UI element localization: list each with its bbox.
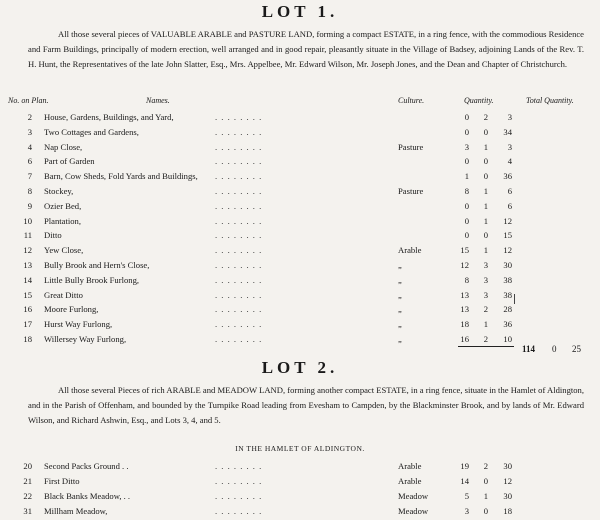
- header-culture: Culture.: [398, 96, 425, 105]
- culture: „: [398, 304, 402, 315]
- table-row: [0, 171, 600, 185]
- lot1-title: LOT 1.: [261, 2, 339, 21]
- culture: „: [398, 289, 402, 300]
- leader-dots: . . . . . . . .: [215, 461, 263, 471]
- table-row: [0, 304, 600, 318]
- field-name: Stockey,: [44, 186, 74, 196]
- lot1-description: All those several pieces of VALUABLE ARABLE and PASTURE LAND, forming a compact ESTATE, in a ring fence, with the commodious Residence and Farm Buildings, principally of modern erection, well arranged and in good repair, pleasantly situate in the Village of Badsey, adjoining Lands of the Rev. T. H. Hunt, the Representatives of the late John Slatter, Esq., Mrs. Appelbee, Mr. Edward Wilson, Mr. Joseph Jones, and the Dean and Chapter of Christchurch.: [28, 29, 584, 69]
- perches: 38: [503, 289, 512, 300]
- total-roods: 0: [552, 344, 557, 354]
- field-name: Yew Close,: [44, 245, 84, 256]
- culture: Pasture: [398, 141, 424, 152]
- plan-number: 2: [27, 112, 32, 122]
- perches: 38: [503, 274, 512, 285]
- perches: 18: [503, 506, 512, 516]
- leader-dots: . . . . . . . .: [215, 156, 263, 167]
- roods: 1: [483, 141, 488, 152]
- plan-number: 31: [23, 506, 32, 516]
- roods: 1: [483, 186, 488, 196]
- field-name: Nap Close,: [44, 141, 83, 152]
- table-row: [0, 476, 600, 490]
- table-row: [0, 290, 600, 304]
- leader-dots: . . . . . . . .: [215, 186, 263, 196]
- field-name: House, Gardens, Buildings, and Yard,: [44, 112, 174, 122]
- header-total-quantity: Total Quantity.: [526, 96, 574, 105]
- plan-number: 9: [27, 200, 32, 211]
- leader-dots: . . . . . . . .: [215, 215, 263, 226]
- acres: 3: [464, 506, 469, 516]
- table-row: [0, 491, 600, 505]
- acres: 0: [464, 126, 469, 137]
- field-name: Two Cottages and Gardens,: [44, 126, 139, 137]
- field-name: Great Ditto: [44, 289, 83, 300]
- total-acres: 114: [522, 344, 536, 354]
- field-name: Second Packs Ground . .: [44, 461, 129, 471]
- table-row: [0, 245, 600, 259]
- acres: 0: [464, 230, 469, 241]
- culture: „: [398, 334, 402, 344]
- acres: 0: [464, 156, 469, 167]
- roods: 0: [483, 230, 488, 241]
- section-heading-aldington: IN THE HAMLET OF ALDINGTON.: [235, 444, 365, 453]
- acres: 12: [460, 260, 469, 270]
- plan-number: 16: [23, 304, 32, 315]
- leader-dots: . . . . . . . .: [215, 274, 263, 285]
- table-row: [0, 275, 600, 289]
- roods: 0: [483, 476, 488, 486]
- field-name: Moore Furlong,: [44, 304, 99, 315]
- perches: 12: [503, 245, 512, 256]
- plan-number: 20: [23, 461, 32, 471]
- table-row: [0, 112, 600, 126]
- culture: Arable: [398, 461, 422, 471]
- culture: Meadow: [398, 506, 429, 516]
- perches: 10: [503, 334, 512, 344]
- plan-number: 17: [23, 319, 32, 330]
- roods: 0: [483, 156, 488, 167]
- perches: 15: [503, 230, 512, 241]
- roods: 3: [483, 260, 488, 270]
- table-row: [0, 216, 600, 230]
- perches: 12: [503, 215, 512, 226]
- acres: 0: [464, 112, 469, 122]
- leader-dots: . . . . . . . .: [215, 230, 263, 241]
- acres: 15: [460, 245, 469, 256]
- table-row: [0, 506, 600, 520]
- plan-number: 21: [23, 476, 32, 486]
- acres: 8: [464, 274, 469, 285]
- culture: „: [398, 260, 402, 270]
- leader-dots: . . . . . . . .: [215, 171, 263, 182]
- field-name: Black Banks Meadow, . .: [44, 491, 131, 501]
- table-row: [0, 260, 600, 274]
- perches: 36: [503, 171, 512, 182]
- roods: 3: [483, 274, 488, 285]
- perches: 3: [507, 112, 512, 122]
- roods: 2: [483, 334, 488, 344]
- culture: Pasture: [398, 186, 424, 196]
- plan-number: 22: [23, 491, 32, 501]
- leader-dots: . . . . . . . .: [215, 260, 263, 270]
- field-name: First Ditto: [44, 476, 80, 486]
- leader-dots: . . . . . . . .: [215, 476, 263, 486]
- plan-number: 12: [23, 245, 32, 256]
- roods: 0: [483, 506, 488, 516]
- table-row: [0, 127, 600, 141]
- plan-number: 4: [27, 141, 32, 152]
- plan-number: 3: [27, 126, 32, 137]
- acres: 0: [464, 215, 469, 226]
- roods: 0: [483, 126, 488, 137]
- table-row: [0, 186, 600, 200]
- perches: 34: [503, 126, 512, 137]
- acres: 13: [460, 304, 469, 315]
- field-name: Part of Garden: [44, 156, 95, 167]
- table-row: [0, 156, 600, 170]
- plan-number: 8: [27, 186, 32, 196]
- roods: 2: [483, 112, 488, 122]
- header-no-on-plan: No. on Plan.: [8, 96, 49, 105]
- leader-dots: . . . . . . . .: [215, 200, 263, 211]
- field-name: Bully Brook and Hern's Close,: [44, 260, 150, 270]
- plan-number: 11: [23, 230, 32, 241]
- leader-dots: . . . . . . . .: [215, 245, 263, 256]
- leader-dots: . . . . . . . .: [215, 126, 263, 137]
- acres: 14: [460, 476, 469, 486]
- acres: 1: [464, 171, 469, 182]
- acres: 18: [460, 319, 469, 330]
- perches: 28: [503, 304, 512, 315]
- culture: Arable: [398, 245, 422, 256]
- perches: 6: [507, 186, 512, 196]
- perches: 30: [503, 461, 512, 471]
- lot2-description: All those several Pieces of rich ARABLE and MEADOW LAND, forming another compact ESTATE, in a ring fence, situate in the Hamlet of Aldington, and in the Parish of Offenham, and bounded by the Turnpike Road leading from Evesham to Campden, by the Blackminster Brook, and by lands of Mr. Edward Wilson, and Richard Ashwin, Esq., and Lots 3, 4, and 5.: [28, 385, 584, 425]
- plan-number: 18: [23, 334, 32, 344]
- leader-dots: . . . . . . . .: [215, 491, 263, 501]
- field-name: Ditto: [44, 230, 62, 241]
- perches: 6: [507, 200, 512, 211]
- field-name: Ozier Bed,: [44, 200, 82, 211]
- culture: „: [398, 319, 402, 330]
- perches: 30: [503, 491, 512, 501]
- perches: 12: [503, 476, 512, 486]
- header-names: Names.: [146, 96, 170, 105]
- field-name: Millham Meadow,: [44, 506, 108, 516]
- leader-dots: . . . . . . . .: [215, 334, 263, 344]
- culture: „: [398, 274, 402, 285]
- plan-number: 10: [23, 215, 32, 226]
- total-rule: [458, 346, 514, 347]
- field-name: Willersey Way Furlong,: [44, 334, 127, 344]
- roods: 1: [483, 245, 488, 256]
- perches: 30: [503, 260, 512, 270]
- plan-number: 13: [23, 260, 32, 270]
- plan-number: 6: [27, 156, 32, 167]
- table-row: [0, 230, 600, 244]
- roods: 3: [483, 289, 488, 300]
- acres: 13: [460, 289, 469, 300]
- culture: Arable: [398, 476, 422, 486]
- table-row: [0, 201, 600, 215]
- acres: 19: [460, 461, 469, 471]
- field-name: Little Bully Brook Furlong,: [44, 274, 140, 285]
- margin-mark: [514, 294, 515, 304]
- roods: 2: [483, 304, 488, 315]
- field-name: Barn, Cow Sheds, Fold Yards and Buildings,: [44, 171, 198, 182]
- leader-dots: . . . . . . . .: [215, 506, 263, 516]
- table-row: [0, 319, 600, 333]
- header-quantity: Quantity.: [464, 96, 494, 105]
- plan-number: 15: [23, 289, 32, 300]
- roods: 2: [483, 461, 488, 471]
- acres: 8: [464, 186, 469, 196]
- field-name: Hurst Way Furlong,: [44, 319, 113, 330]
- total-perches: 25: [572, 344, 581, 354]
- acres: 16: [460, 334, 469, 344]
- roods: 1: [483, 319, 488, 330]
- plan-number: 7: [27, 171, 32, 182]
- acres: 0: [464, 200, 469, 211]
- perches: 3: [507, 141, 512, 152]
- leader-dots: . . . . . . . .: [215, 319, 263, 330]
- acres: 5: [464, 491, 469, 501]
- leader-dots: . . . . . . . .: [215, 112, 263, 122]
- table-row: [0, 461, 600, 475]
- roods: 1: [483, 215, 488, 226]
- roods: 1: [483, 200, 488, 211]
- plan-number: 14: [23, 274, 32, 285]
- acres: 3: [464, 141, 469, 152]
- perches: 4: [507, 156, 512, 167]
- leader-dots: . . . . . . . .: [215, 289, 263, 300]
- roods: 0: [483, 171, 488, 182]
- culture: Meadow: [398, 491, 429, 501]
- perches: 36: [503, 319, 512, 330]
- leader-dots: . . . . . . . .: [215, 304, 263, 315]
- field-name: Plantation,: [44, 215, 81, 226]
- roods: 1: [483, 491, 488, 501]
- lot2-title: LOT 2.: [261, 358, 339, 377]
- table-row: [0, 142, 600, 156]
- leader-dots: . . . . . . . .: [215, 141, 263, 152]
